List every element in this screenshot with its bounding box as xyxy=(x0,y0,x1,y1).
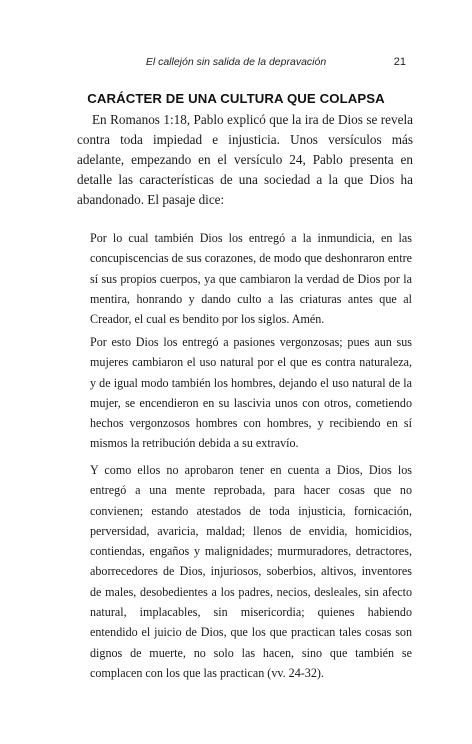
section-heading: CARÁCTER DE UNA CULTURA QUE COLAPSA xyxy=(87,91,385,106)
intro-paragraph: En Romanos 1:18, Pablo explicó que la ira de Dios se revela contra toda impiedad e injusticia. Unos versículos más adelante, empezando en el versículo 24, Pablo presenta en detalle las características de una sociedad a la que Dios ha abandonado. El pasaje dice: xyxy=(77,112,413,208)
quote-paragraph-1: Por lo cual también Dios los entregó a la inmundicia, en las concupiscencias de sus corazones, de modo que deshonraron entre sí sus propios cuerpos, ya que cambiaron la verdad de Dios por la mentira, honrando y dando culto a las criaturas antes que al Creador, el cual es bendito por los siglos. Amén. xyxy=(90,231,412,327)
page-number: 21 xyxy=(393,56,406,68)
running-header xyxy=(0,56,472,72)
running-title: El callejón sin salida de la depravación xyxy=(145,56,327,68)
quote-paragraph-2: Por esto Dios los entregó a pasiones vergonzosas; pues aun sus mujeres cambiaron el uso natural por el que es contra naturaleza, y de igual modo también los hombres, dejando el uso natural de la mujer, se encendieron en su lascivia unos con otros, cometiendo hechos vergonzosos hombres con hombres, y recibiendo en sí mismos la retribución debida a su extravío. xyxy=(90,335,412,451)
quote-paragraph-3: Y como ellos no aprobaron tener en cuenta a Dios, Dios los entregó a una mente reprobada, para hacer cosas que no convienen; estando atestados de toda injusticia, fornicación, perversidad, avaricia, maldad; llenos de envidia, homicidios, contiendas, engaños y malignidades; murmuradores, detractores, aborrecedores de Dios, injuriosos, soberbios, altivos, inventores de males, desobedientes a los padres, necios, desleales, sin afecto natural, implacables, sin misericordia; quienes habiendo entendido el juicio de Dios, que los que practican tales cosas son dignos de muerte, no solo las hacen, sino que también se complacen con los que las practican (vv. 24-32). xyxy=(90,463,412,680)
